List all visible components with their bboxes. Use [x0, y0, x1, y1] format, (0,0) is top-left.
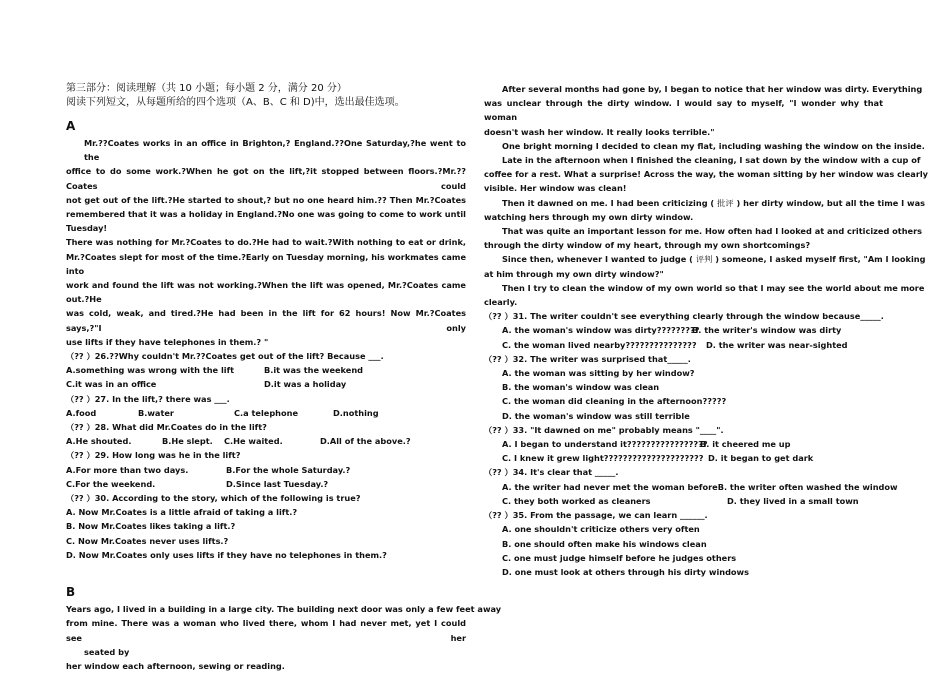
options-row	[484, 323, 883, 337]
option-c: C. I knew it grew light?????????????????????	[502, 453, 704, 464]
question-30: （?? ）30. According to the story, which of the following is true?	[66, 493, 361, 504]
question-35: （?? ）35. From the passage, we can learn ______.	[484, 510, 708, 521]
option-a: A. one shouldn't criticize others very often	[502, 524, 700, 535]
option-a: A. the woman's window was dirty?????????	[502, 325, 700, 336]
passage-line: remembered that it was a holiday in England.?No one was going to come to work until Tuesday!	[66, 209, 466, 234]
passage-line: After several months had gone by, I began to notice that her window was dirty. Everything	[502, 84, 923, 94]
section-title: 第三部分：阅读理解（共 10 小题；每小题 2 分，满分 20 分）	[66, 83, 347, 94]
options-row	[484, 494, 883, 508]
option-d: D. they lived in a small town	[727, 495, 859, 506]
options-row	[66, 477, 466, 491]
option-b: B. the writer's window was dirty	[692, 325, 842, 336]
passage-line: from mine. There was a woman who lived there, whom I had never met, yet I could see her	[66, 618, 466, 643]
passage-line: was cold, weak, and tired.?He had been in the lift for 62 hours! Now Mr.?Coates says,?"I only	[66, 308, 466, 333]
chinese-gloss: 批评	[717, 197, 734, 208]
question-26: （?? ）26.??Why couldn't Mr.??Coates get out of the lift? Because ___.	[66, 351, 384, 362]
option-c: C. they both worked as cleaners	[502, 495, 651, 506]
option-d: D.Since last Tuesday.?	[226, 478, 329, 489]
option-b: B.water	[138, 407, 174, 418]
option-b: B. the writer often washed the window	[717, 481, 898, 492]
options-row	[66, 406, 466, 420]
question-32: （?? ）32. The writer was surprised that_____.	[484, 353, 691, 364]
option-b: B.For the whole Saturday.?	[226, 464, 351, 475]
options-row	[484, 480, 898, 494]
text-span: ) someone, I asked myself first, "Am I looking	[715, 254, 926, 265]
passage-line: seated by	[84, 646, 130, 657]
passage-line: at him through my own dirty window?"	[484, 268, 664, 279]
option-d: D. the woman's window was still terrible	[502, 410, 690, 421]
option-d: D. it began to get dark	[708, 453, 814, 464]
passage-line: her window each afternoon, sewing or reading.	[66, 660, 285, 671]
option-c: C. the woman did cleaning in the afternoon?????	[502, 396, 727, 407]
question-29: （?? ）29. How long was he in the lift?	[66, 450, 241, 461]
option-a: A. the woman was sitting by her window?	[502, 368, 695, 379]
option-c: C.He waited.	[224, 436, 283, 447]
option-b: B. the woman's window was clean	[502, 382, 660, 393]
question-33: （?? ）33. "It dawned on me" probably means "____".	[484, 424, 724, 435]
option-a: A.food	[66, 407, 97, 418]
passage-line: There was nothing for Mr.?Coates to do.?He had to wait.?With nothing to eat or drink,	[66, 237, 466, 248]
options-row	[484, 451, 883, 465]
option-c: C. Now Mr.Coates never uses lifts.?	[66, 535, 229, 546]
options-row	[66, 363, 466, 377]
options-row	[484, 338, 883, 352]
passage-b-start	[66, 602, 502, 673]
passage-line: Then I try to clean the window of my own world so that I may see the world about me more	[502, 282, 925, 293]
question-31: （?? ）31. The writer couldn't see everything clearly through the window because_____.	[484, 311, 884, 322]
option-d: D. one must look at others through his dirty windows	[502, 566, 749, 577]
option-c: C.For the weekend.	[66, 478, 156, 489]
option-c: C. one must judge himself before he judges others	[502, 552, 737, 563]
passage-line: Mr.?Coates slept for most of the time.?Early on Tuesday morning, his workmates came into	[66, 251, 466, 276]
options-row	[66, 463, 466, 477]
option-c: C. the woman lived nearby???????????????	[502, 339, 697, 350]
passage-line: Mr.??Coates works in an office in Brighton,? England.??One Saturday,?he went to the	[84, 138, 466, 163]
option-a: A.He shouted.	[66, 436, 132, 447]
option-d: D. Now Mr.Coates only uses lifts if they have no telephones in them.?	[66, 549, 387, 560]
option-d: D.nothing	[333, 407, 379, 418]
text-span: ) her dirty window, but all the time I was	[736, 197, 926, 208]
passage-a-label: A	[66, 119, 76, 133]
options-row	[66, 377, 466, 391]
question-28: （?? ）28. What did Mr.Coates do in the lift?	[66, 422, 267, 433]
option-a: A. Now Mr.Coates is a little afraid of taking a lift.?	[66, 507, 298, 518]
option-d: D. the writer was near-sighted	[706, 339, 848, 350]
chinese-gloss: 评判	[695, 254, 713, 265]
options-row	[484, 437, 883, 451]
section-instruction: 阅读下列短文，从每题所给的四个选项（A、B、C 和 D)中，选出最佳选项。	[66, 97, 405, 108]
passage-line: That was quite an important lesson for me. How often had I looked at and criticized others	[502, 226, 922, 237]
option-a: A.For more than two days.	[66, 464, 189, 475]
passage-line: Late in the afternoon when I finished the cleaning, I sat down by the window with a cup of	[502, 155, 921, 166]
passage-line: doesn't wash her window. It really looks terrible."	[484, 126, 715, 137]
passage-b-label: B	[66, 585, 76, 600]
passage-line: watching hers through my own dirty window.	[484, 211, 694, 222]
option-a: A. the writer had never met the woman before	[502, 481, 718, 492]
option-b: B. one should often make his windows clean	[502, 538, 707, 549]
passage-line: office to do some work.?When he got on the lift,?it stopped between floors.?Mr.?? Coates could	[66, 166, 466, 191]
option-d: D.it was a holiday	[264, 379, 347, 390]
passage-line: Years ago, I lived in a building in a large city. The building next door was only a few feet away	[66, 604, 502, 615]
passage-line	[484, 252, 926, 266]
passage-line: One bright morning I decided to clean my flat, including washing the window on the inside.	[502, 140, 925, 151]
question-34: （?? ）34. It's clear that _____.	[484, 467, 619, 478]
text-span: Then it dawned on me. I had been criticizing (	[502, 197, 715, 208]
option-b: B.He slept.	[162, 436, 213, 447]
passage-line: use lifts if they have telephones in them.? "	[66, 336, 269, 347]
passage-line	[484, 196, 926, 210]
passage-line: through the dirty window of my heart, through my own shortcomings?	[484, 240, 811, 251]
option-a: A.something was wrong with the lift	[66, 365, 235, 376]
option-c: C.a telephone	[234, 407, 299, 418]
passage-line: was unclear through the dirty window. I would say to myself, "I wonder why that woman	[484, 98, 883, 123]
option-a: A. I began to understand it?????????????????	[502, 439, 708, 450]
passage-line: visible. Her window was clean!	[484, 183, 627, 194]
passage-b-continued	[484, 82, 929, 309]
question-27: （?? ）27. In the lift,? there was ___.	[66, 393, 230, 404]
option-c: C.it was in an office	[66, 379, 157, 390]
passage-line: work and found the lift was not working.?When the lift was opened, Mr.?Coates came out.?He	[66, 280, 466, 305]
option-d: D.All of the above.?	[320, 436, 411, 447]
option-b: B.it was the weekend	[264, 365, 364, 376]
option-b: B. Now Mr.Coates likes taking a lift.?	[66, 521, 236, 532]
option-b: B. it cheered me up	[700, 439, 791, 450]
right-column	[484, 82, 929, 579]
passage-a	[66, 136, 466, 349]
passage-line: coffee for a rest. What a surprise! Across the way, the woman sitting by her window was clearly	[484, 169, 929, 180]
text-span: Since then, whenever I wanted to judge (	[502, 254, 693, 265]
options-row	[66, 434, 466, 448]
passage-line: not get out of the lift.?He started to shout,? but no one heard him.?? Then Mr.?Coates	[66, 194, 466, 205]
passage-line: clearly.	[484, 297, 518, 308]
